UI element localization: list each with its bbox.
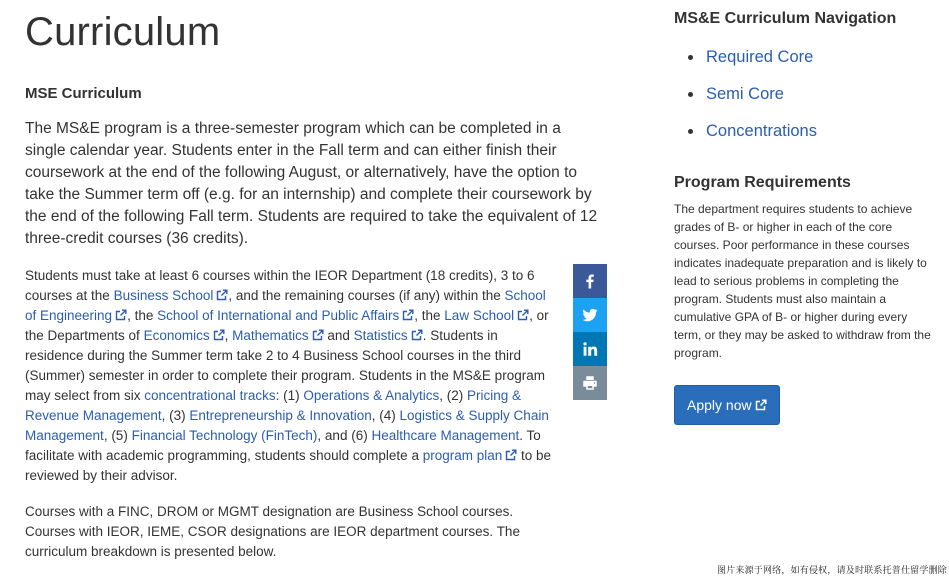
healthcare-link[interactable]: Healthcare Management xyxy=(371,428,520,443)
link-label: program plan xyxy=(422,448,503,463)
external-link-icon xyxy=(411,329,423,341)
external-link-icon xyxy=(517,309,529,321)
logistics-link[interactable]: Logistics & Supply Chain Management xyxy=(25,408,549,443)
text: , (3) xyxy=(161,408,190,423)
external-link-icon xyxy=(216,289,228,301)
text: , xyxy=(224,328,233,343)
text: , (5) xyxy=(103,428,132,443)
text: to be reviewed by their advisor. xyxy=(25,448,552,483)
apply-now-label: Apply now xyxy=(687,397,752,413)
link-label: Mathematics xyxy=(232,328,309,343)
pricing-revenue-link[interactable]: Pricing & Revenue Management xyxy=(25,388,521,423)
semi-core-link[interactable]: Semi Core xyxy=(706,85,784,103)
link-label: School of International and Public Affairs xyxy=(157,308,400,323)
link-label: School of Engineering xyxy=(25,288,546,323)
concentrational-tracks-link[interactable]: concentrational tracks xyxy=(144,388,276,403)
link-label: Statistics xyxy=(353,328,408,343)
program-plan-link[interactable] xyxy=(423,448,518,463)
facebook-share-button[interactable] xyxy=(573,264,607,298)
program-requirements-text: The department requires students to achieve grades of B- or higher in each of the core courses. Poor performance in these courses indicates inadequate preparation and is likely to lead to serious problems in completing the program. Students must also maintain a cumulative GPA of B- or higher during every term, or they may be asked to withdraw from the program. xyxy=(674,202,931,360)
text: , the xyxy=(414,308,445,323)
external-link-icon xyxy=(505,449,517,461)
facebook-icon xyxy=(581,272,599,290)
main-content xyxy=(25,8,598,562)
external-link-icon xyxy=(213,329,225,341)
intro-paragraph: The MS&E program is a three-semester program which can be completed in a single calendar year. Students enter in the Fall term and can either finish their coursework at the end of the following August, or alternatively, have the option to take the Summer term off (e.g. for an internship) and complete their coursework by the end of the following Fall term. Students are required to take the equivalent of 12 three-credit courses (36 credits). xyxy=(25,120,598,247)
text: . To facilitate with academic programming, students should complete a xyxy=(25,428,541,463)
external-link-icon xyxy=(115,309,127,321)
text: , the xyxy=(127,308,158,323)
operations-analytics-link[interactable]: Operations & Analytics xyxy=(303,388,440,403)
text: , and the remaining courses (if any) within the xyxy=(228,288,505,303)
linkedin-icon xyxy=(581,340,599,358)
text: . Students in residence during the Summer term take 2 to 4 Business School courses in the third (Summer) semester in order to complete their program. Students in the MS&E program may select from six xyxy=(25,328,545,403)
text: , or the Departments of xyxy=(25,308,549,343)
twitter-icon xyxy=(581,306,599,324)
link-label: Business School xyxy=(113,288,214,303)
concentrations-link[interactable]: Concentrations xyxy=(706,122,817,140)
courses-paragraph xyxy=(25,266,555,486)
external-link-icon xyxy=(755,399,767,411)
business-school-link[interactable] xyxy=(114,288,229,303)
link-label: Economics xyxy=(143,328,210,343)
text: : (1) xyxy=(275,388,304,403)
text: , and (6) xyxy=(317,428,372,443)
required-core-link[interactable]: Required Core xyxy=(706,48,814,66)
external-link-icon xyxy=(312,329,324,341)
designations-paragraph: Courses with a FINC, DROM or MGMT designation are Business School courses. Courses with IEOR, IEME, CSOR designations are IEOR department courses. The curriculum breakdown is presented below. xyxy=(25,504,520,559)
sidebar xyxy=(674,8,936,425)
mathematics-link[interactable] xyxy=(232,328,324,343)
entrepreneurship-link[interactable]: Entrepreneurship & Innovation xyxy=(189,408,372,423)
nav-item-concentrations xyxy=(688,120,936,142)
sipa-link[interactable] xyxy=(157,308,414,323)
twitter-share-button[interactable] xyxy=(573,298,607,332)
text: , (2) xyxy=(439,388,467,403)
link-label: Law School xyxy=(444,308,515,323)
economics-link[interactable] xyxy=(144,328,225,343)
page-title: Curriculum xyxy=(25,10,221,54)
curriculum-nav-title: MS&E Curriculum Navigation xyxy=(674,10,897,27)
print-icon xyxy=(581,374,599,392)
apply-now-button[interactable] xyxy=(674,385,780,425)
curriculum-nav-list xyxy=(674,46,936,142)
fintech-link[interactable]: Financial Technology (FinTech) xyxy=(131,428,318,443)
program-requirements-title: Program Requirements xyxy=(674,174,851,191)
nav-item-semi-core xyxy=(688,83,936,105)
section-heading: MSE Curriculum xyxy=(25,85,142,102)
nav-item-required-core xyxy=(688,46,936,68)
linkedin-share-button[interactable] xyxy=(573,332,607,366)
statistics-link[interactable] xyxy=(354,328,423,343)
watermark-text: 图片来源于网络，如有侵权，请及时联系托普仕留学删除 xyxy=(716,565,947,575)
text: Students must take at least 6 courses within the IEOR Department (18 credits), 3 to 6 courses at the xyxy=(25,268,535,303)
share-bar xyxy=(573,264,607,400)
text: , (4) xyxy=(371,408,400,423)
law-school-link[interactable] xyxy=(444,308,529,323)
external-link-icon xyxy=(402,309,414,321)
text: and xyxy=(323,328,354,343)
print-button[interactable] xyxy=(573,366,607,400)
